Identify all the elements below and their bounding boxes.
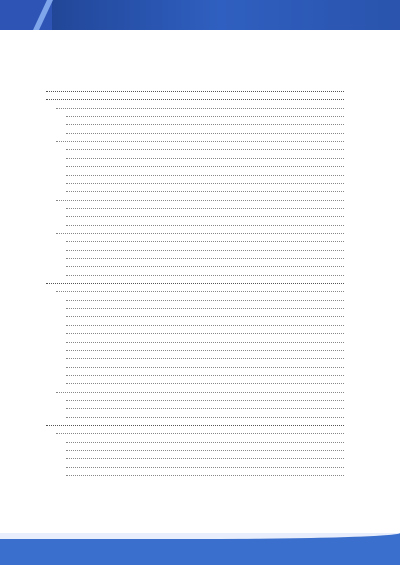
- toc-entry[interactable]: [33, 311, 353, 319]
- toc-entry[interactable]: [33, 119, 353, 127]
- toc-dot-leader: [66, 342, 344, 343]
- toc-dot-leader: [66, 175, 344, 176]
- toc-dot-leader: [66, 124, 344, 125]
- toc-dot-leader: [66, 350, 344, 351]
- footer-wave-decoration: [0, 533, 400, 539]
- toc-dot-leader: [66, 149, 344, 150]
- footer-banner: [0, 533, 400, 565]
- toc-entry[interactable]: [33, 387, 353, 395]
- toc-entry[interactable]: [33, 220, 353, 228]
- toc-entry[interactable]: [33, 153, 353, 161]
- toc-entry[interactable]: [33, 470, 353, 478]
- toc-dot-leader: [56, 200, 344, 201]
- toc-entry[interactable]: [33, 245, 353, 253]
- toc-dot-leader: [46, 99, 344, 100]
- toc-entry[interactable]: [33, 345, 353, 353]
- toc-entry[interactable]: [33, 286, 353, 294]
- toc-entry[interactable]: [33, 320, 353, 328]
- toc-entry[interactable]: [33, 378, 353, 386]
- toc-entry[interactable]: [33, 403, 353, 411]
- toc-entry[interactable]: [33, 178, 353, 186]
- toc-entry[interactable]: [33, 353, 353, 361]
- toc-dot-leader: [56, 291, 344, 292]
- toc-entry[interactable]: [33, 328, 353, 336]
- toc-entry[interactable]: [33, 211, 353, 219]
- toc-dot-leader: [66, 383, 344, 384]
- toc-entry[interactable]: [33, 437, 353, 445]
- toc-entry[interactable]: [33, 370, 353, 378]
- toc-dot-leader: [56, 233, 344, 234]
- toc-dot-leader: [66, 400, 344, 401]
- toc-entry[interactable]: [33, 462, 353, 470]
- toc-entry[interactable]: [33, 420, 353, 428]
- toc-entry[interactable]: [33, 445, 353, 453]
- toc-entry[interactable]: [33, 228, 353, 236]
- toc-dot-leader: [66, 225, 344, 226]
- toc-dot-leader: [66, 308, 344, 309]
- toc-dot-leader: [66, 166, 344, 167]
- toc-entry[interactable]: [33, 453, 353, 461]
- toc-entry[interactable]: [33, 303, 353, 311]
- toc-entry[interactable]: [33, 412, 353, 420]
- toc-dot-leader: [56, 433, 344, 434]
- toc-entry[interactable]: [33, 270, 353, 278]
- toc-entry[interactable]: [33, 94, 353, 102]
- toc-entry[interactable]: [33, 186, 353, 194]
- toc-dot-leader: [56, 141, 344, 142]
- toc-dot-leader: [66, 333, 344, 334]
- toc-entry[interactable]: [33, 395, 353, 403]
- toc-dot-leader: [66, 408, 344, 409]
- toc-dot-leader: [66, 358, 344, 359]
- toc-dot-leader: [46, 283, 344, 284]
- toc-entry[interactable]: [33, 295, 353, 303]
- toc-entry[interactable]: [33, 103, 353, 111]
- toc-entry[interactable]: [33, 128, 353, 136]
- toc-dot-leader: [46, 425, 344, 426]
- toc-dot-leader: [66, 442, 344, 443]
- toc-dot-leader: [66, 450, 344, 451]
- toc-dot-leader: [66, 475, 344, 476]
- toc-dot-leader: [66, 367, 344, 368]
- toc-dot-leader: [66, 250, 344, 251]
- toc-dot-leader: [66, 458, 344, 459]
- toc-dot-leader: [66, 375, 344, 376]
- toc-entry[interactable]: [33, 428, 353, 436]
- toc-entry[interactable]: [33, 86, 353, 94]
- toc-dot-leader: [66, 208, 344, 209]
- toc-entry[interactable]: [33, 337, 353, 345]
- toc-dot-leader: [66, 133, 344, 134]
- toc-dot-leader: [66, 275, 344, 276]
- toc-dot-leader: [46, 91, 344, 92]
- toc-dot-leader: [66, 241, 344, 242]
- toc-entry[interactable]: [33, 278, 353, 286]
- toc-entry[interactable]: [33, 203, 353, 211]
- toc-entry[interactable]: [33, 161, 353, 169]
- toc-dot-leader: [66, 191, 344, 192]
- toc-entry[interactable]: [33, 362, 353, 370]
- toc-entry[interactable]: [33, 195, 353, 203]
- toc-entry[interactable]: [33, 111, 353, 119]
- toc-dot-leader: [66, 300, 344, 301]
- toc-dot-leader: [66, 158, 344, 159]
- toc-entry[interactable]: [33, 170, 353, 178]
- toc-entry[interactable]: [33, 136, 353, 144]
- toc-dot-leader: [66, 258, 344, 259]
- toc-dot-leader: [66, 216, 344, 217]
- toc-dot-leader: [66, 316, 344, 317]
- toc-dot-leader: [56, 392, 344, 393]
- toc-dot-leader: [66, 266, 344, 267]
- report-title-banner: [0, 0, 400, 30]
- toc-dot-leader: [66, 417, 344, 418]
- table-of-contents: [33, 86, 353, 481]
- toc-dot-leader: [66, 183, 344, 184]
- toc-entry[interactable]: [33, 253, 353, 261]
- toc-dot-leader: [56, 108, 344, 109]
- toc-dot-leader: [66, 467, 344, 468]
- toc-dot-leader: [66, 116, 344, 117]
- toc-dot-leader: [66, 325, 344, 326]
- toc-entry[interactable]: [33, 261, 353, 269]
- toc-entry[interactable]: [33, 236, 353, 244]
- toc-entry[interactable]: [33, 144, 353, 152]
